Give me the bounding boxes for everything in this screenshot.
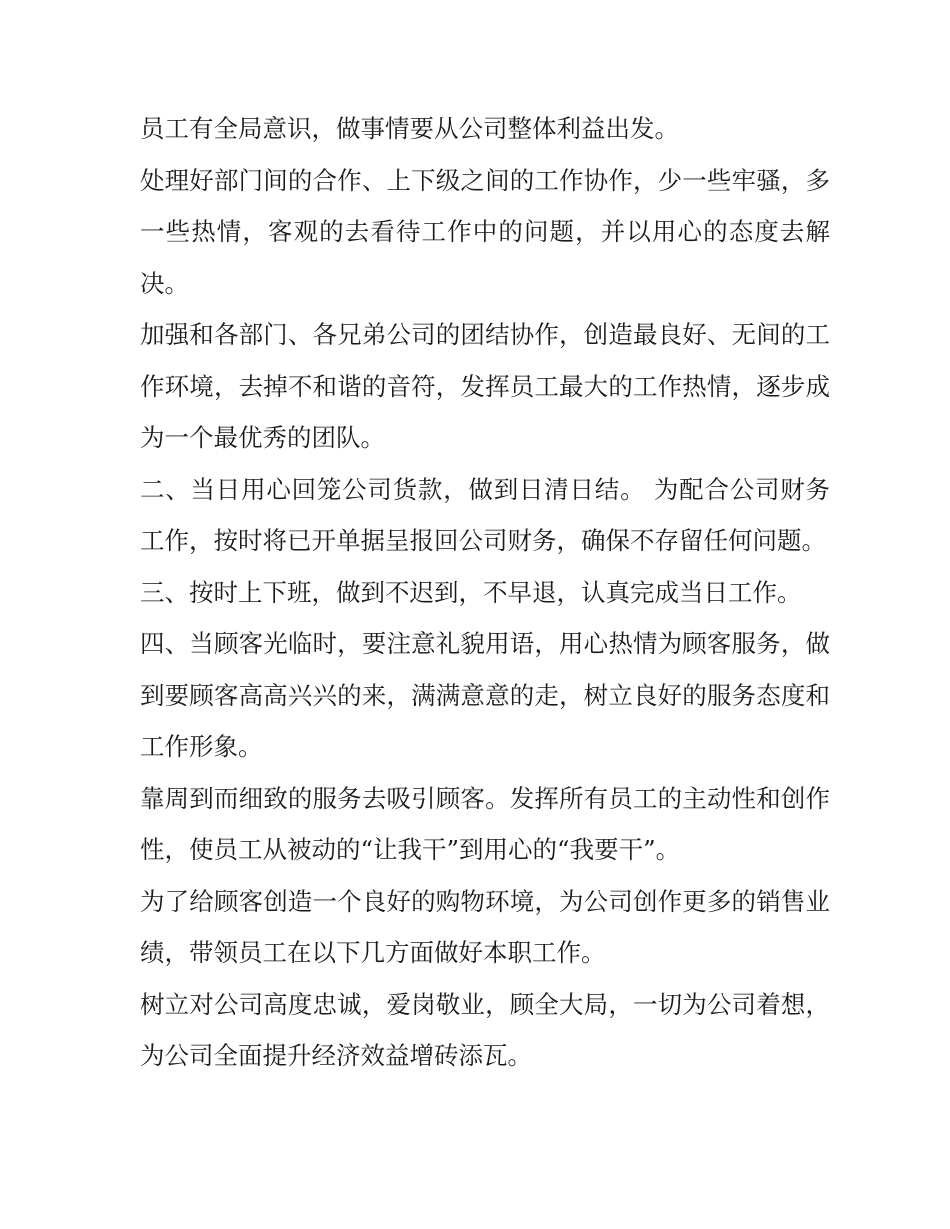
paragraph-1: 员工有全局意识，做事情要从公司整体利益出发。	[140, 114, 679, 143]
paragraph-9: 树立对公司高度忠诚，爱岗敬业，顾全大局，一切为公司着想，为公司全面提升经济效益增砖添瓦。	[140, 989, 830, 1070]
document-body	[140, 103, 830, 1082]
paragraph-6: 四、当顾客光临时，要注意礼貌用语，用心热情为顾客服务，做到要顾客高高兴兴的来，满满意意的走，树立良好的服务态度和工作形象。	[140, 629, 830, 761]
paragraph-8: 为了给顾客创造一个良好的购物环境，为公司创作更多的销售业绩，带领员工在以下几方面做好本职工作。	[140, 886, 830, 967]
paragraph-3: 加强和各部门、各兄弟公司的团结协作，创造最良好、无间的工作环境，去掉不和谐的音符，发挥员工最大的工作热情，逐步成为一个最优秀的团队。	[140, 320, 830, 452]
paragraph-5: 三、按时上下班，做到不迟到，不早退，认真完成当日工作。	[140, 577, 802, 607]
paragraph-7: 靠周到而细致的服务去吸引顾客。发挥所有员工的主动性和创作性，使员工从被动的“让我干”到用心的“我要干”。	[140, 783, 830, 864]
paragraph-4: 二、当日用心回笼公司货款，做到日清日结。 为配合公司财务工作，按时将已开单据呈报回公司财务，确保不存留任何问题。	[140, 474, 830, 555]
paragraph-2: 处理好部门间的合作、上下级之间的工作协作，少一些牢骚，多一些热情，客观的去看待工作中的问题，并以用心的态度去解决。	[140, 165, 830, 298]
